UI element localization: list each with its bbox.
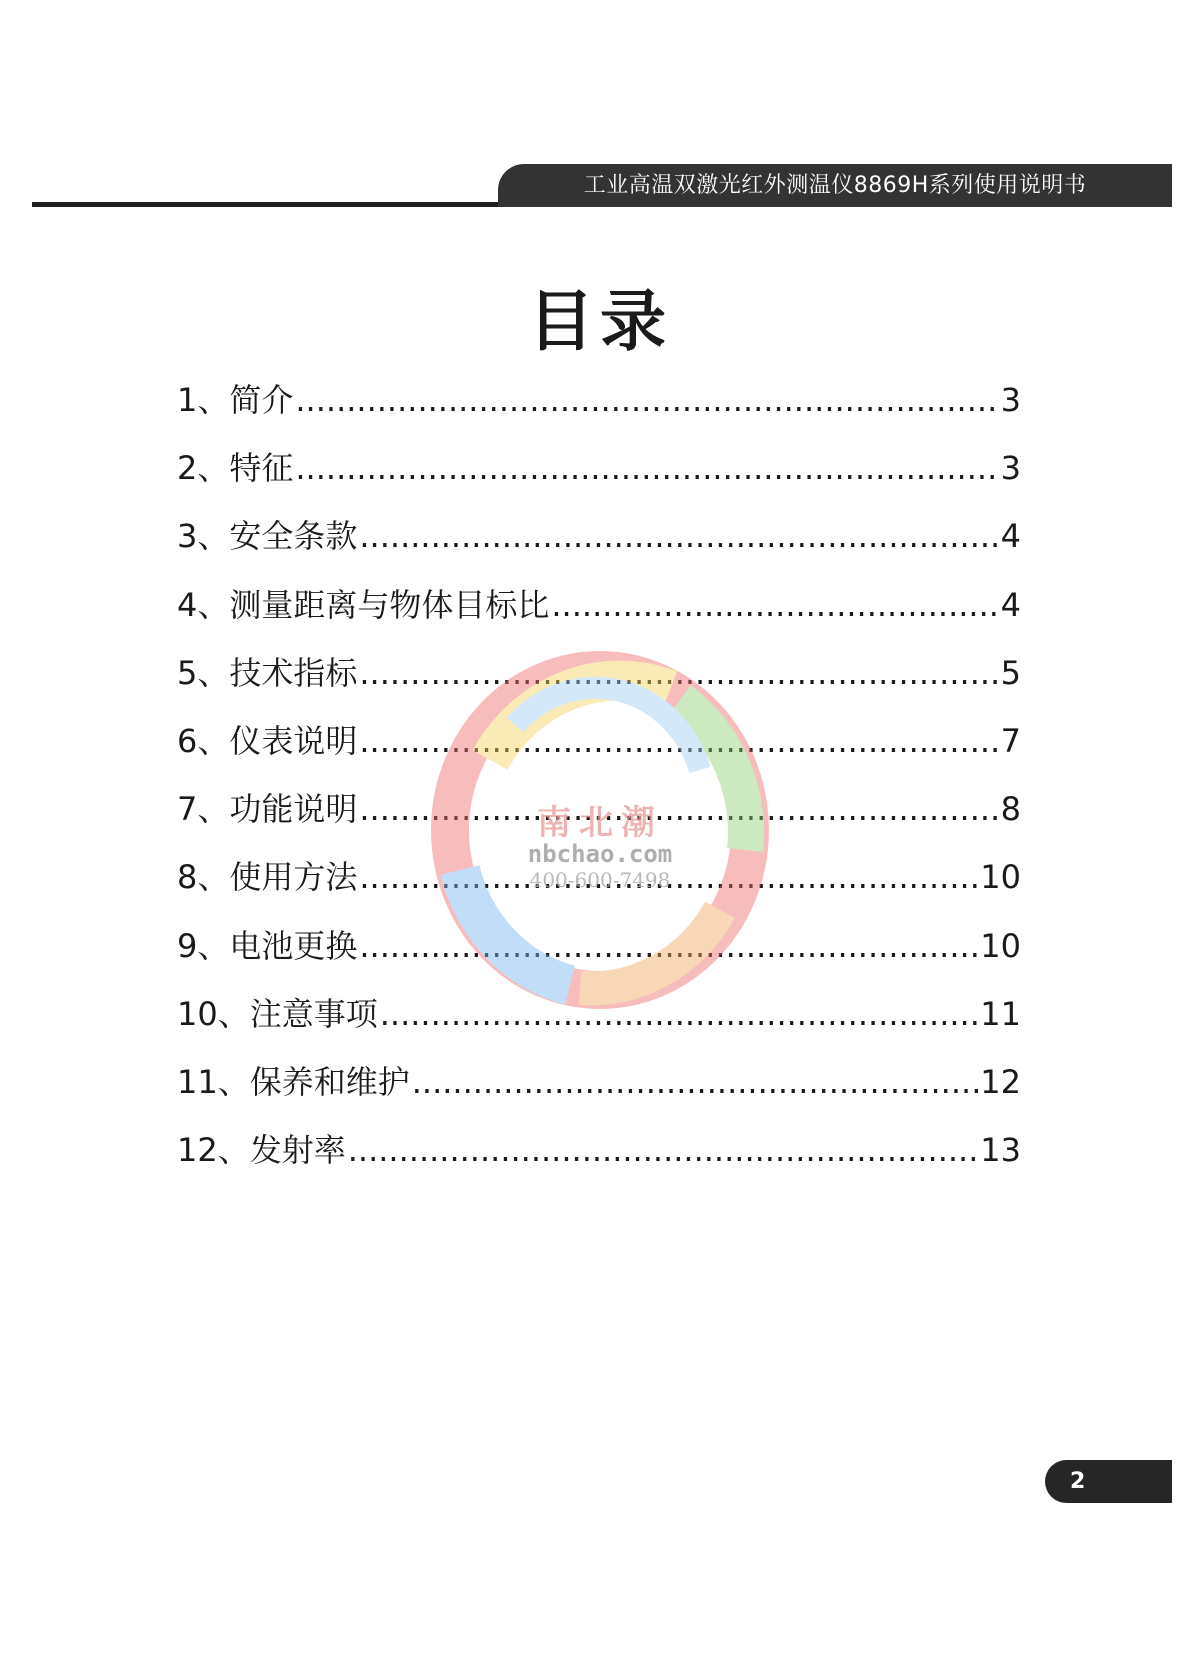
toc-item[interactable]	[177, 716, 1021, 784]
header-title: 工业高温双激光红外测温仪8869H系列使用说明书	[583, 173, 1087, 198]
toc-item-page: 4	[1000, 517, 1021, 556]
toc-item[interactable]	[177, 443, 1021, 511]
toc-leader	[380, 995, 979, 1033]
toc-item[interactable]	[177, 580, 1021, 648]
toc-item-label: 12、发射率	[177, 1131, 346, 1170]
toc-item-page: 11	[980, 994, 1021, 1033]
toc-item-label: 7、功能说明	[177, 790, 358, 829]
toc-item-page: 10	[980, 858, 1021, 897]
toc-item[interactable]	[177, 375, 1021, 443]
toc-item-label: 9、电池更换	[177, 926, 358, 965]
toc-item-page: 7	[1000, 721, 1021, 760]
toc-item-page: 3	[1000, 449, 1021, 488]
toc-item-label: 6、仪表说明	[177, 721, 358, 760]
toc-leader	[359, 722, 998, 760]
toc-item-page: 4	[1000, 585, 1021, 624]
toc-item-label: 11、保养和维护	[177, 1062, 410, 1101]
toc-item[interactable]	[177, 1125, 1021, 1193]
toc-leader	[412, 1063, 979, 1101]
toc-item-label: 2、特征	[177, 449, 294, 488]
toc-list	[177, 375, 1021, 1193]
toc-leader	[295, 381, 998, 419]
toc-leader	[359, 517, 998, 555]
toc-leader	[359, 927, 978, 965]
toc-item-label: 4、测量距离与物体目标比	[177, 585, 550, 624]
toc-item-label: 8、使用方法	[177, 858, 358, 897]
toc-item-label: 10、注意事项	[177, 994, 378, 1033]
page-number: 2	[1070, 1469, 1086, 1494]
toc-item[interactable]	[177, 921, 1021, 989]
toc-title: 目录	[528, 283, 672, 360]
watermark-name: 南北潮	[537, 803, 663, 843]
toc-item-label: 5、技术指标	[177, 653, 358, 692]
toc-item[interactable]	[177, 511, 1021, 579]
toc-item[interactable]	[177, 1057, 1021, 1125]
toc-item-page: 8	[1000, 790, 1021, 829]
toc-item-label: 1、简介	[177, 381, 294, 419]
toc-item[interactable]	[177, 989, 1021, 1057]
toc-leader	[551, 586, 998, 624]
watermark-site: nbchao.com	[527, 840, 673, 868]
toc-item-page: 12	[980, 1062, 1021, 1101]
toc-item-label: 3、安全条款	[177, 517, 358, 556]
toc-item-page: 5	[1000, 653, 1021, 692]
watermark-phone: 400-600-7498	[529, 868, 671, 892]
toc-item-page: 13	[980, 1131, 1021, 1170]
toc-item[interactable]	[177, 648, 1021, 716]
toc-leader	[359, 654, 998, 692]
toc-leader	[348, 1131, 979, 1169]
toc-item-page: 3	[1000, 381, 1021, 419]
toc-leader	[295, 449, 998, 487]
toc-item-page: 10	[980, 926, 1021, 965]
